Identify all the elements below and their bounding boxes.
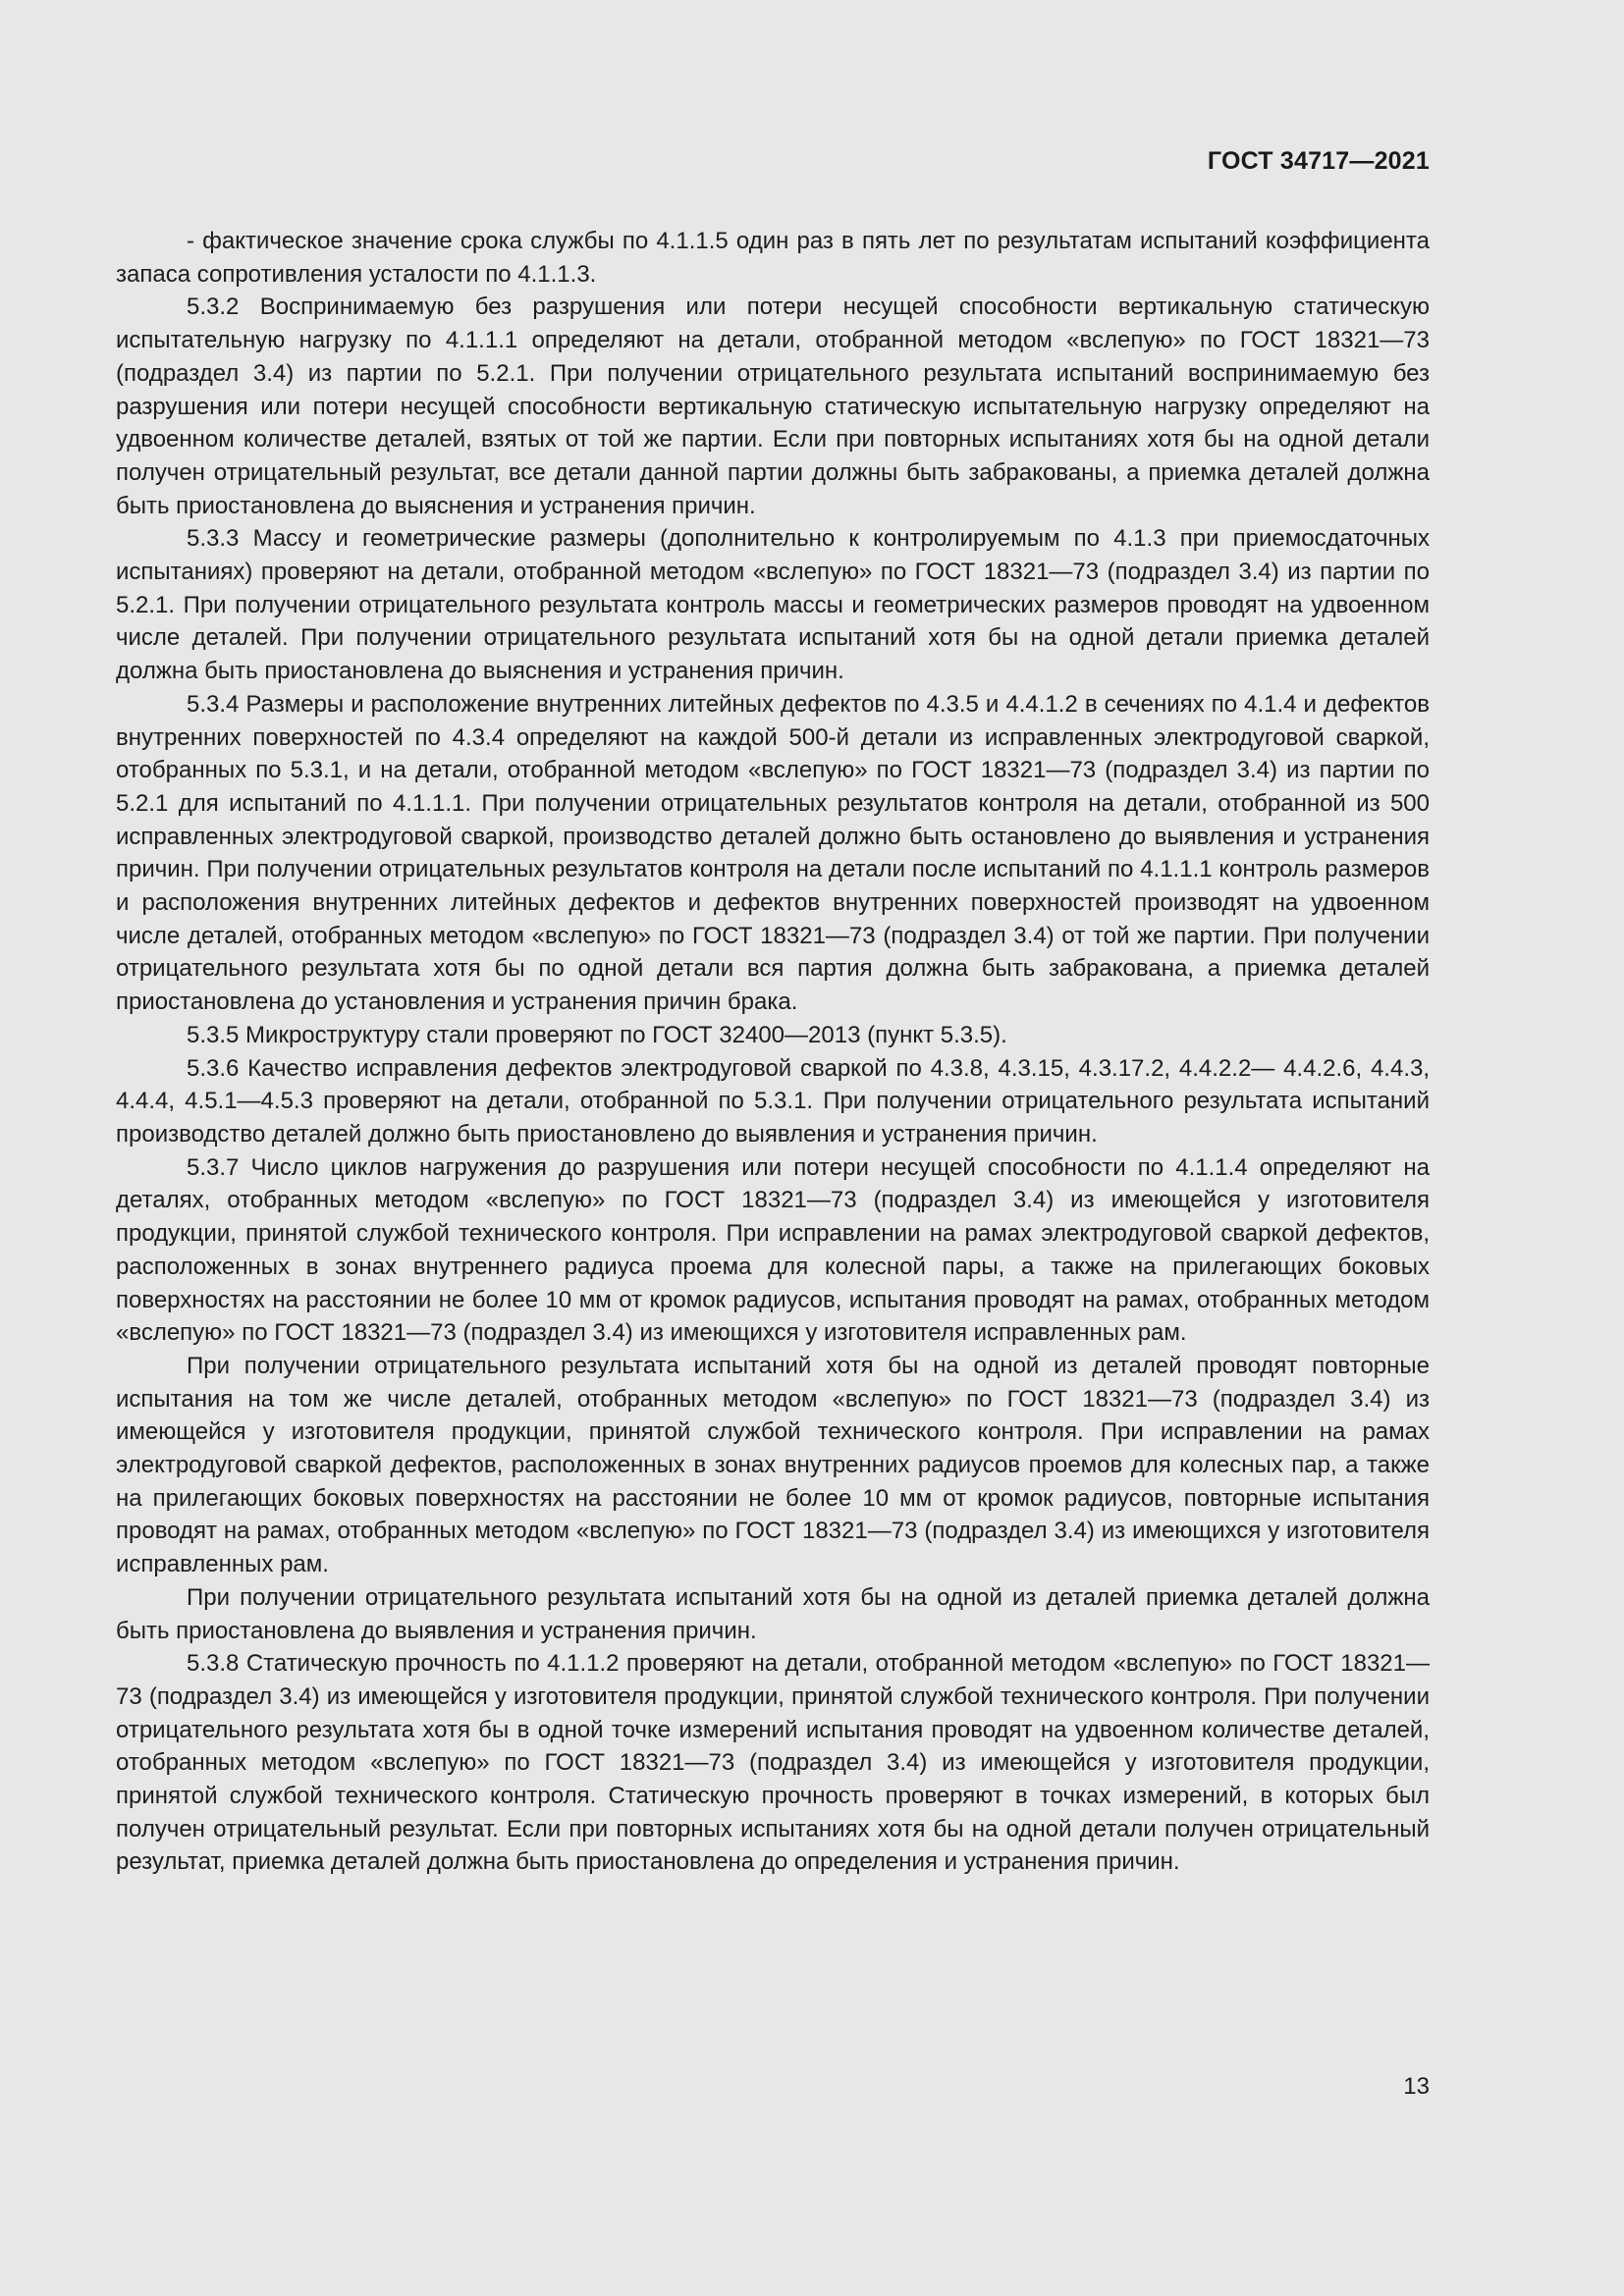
paragraph-5-3-3: 5.3.3 Массу и геометрические размеры (дополнительно к контролируемым по 4.1.3 при приемосдаточных испытаниях) проверяют на детали, отобранной методом «вслепую» по ГОСТ 18321—73 (подраздел 3.4) из партии по 5.2.1. При получении отрицательного результата контроль массы и геометрических размеров проводят на удвоенном числе деталей. При получении отрицательного результата испытаний хотя бы на одной детали приемка деталей должна быть приостановлена до выяснения и устранения причин. <box>116 525 1430 685</box>
paragraph-5-3-8: 5.3.8 Статическую прочность по 4.1.1.2 проверяют на детали, отобранной методом «вслепую» по ГОСТ 18321—73 (подраздел 3.4) из имеющейся у изготовителя продукции, принятой службой технического контроля. При получении отрицательного результата хотя бы в одной точке измерений испытания проводят на удвоенном количестве деталей, отобранных методом «вслепую» по ГОСТ 18321—73 (подраздел 3.4) из имеющейся у изготовителя продукции, принятой службой технического контроля. Статическую прочность проверяют в точках измерений, в которых был получен отрицательный результат. Если при повторных испытаниях хотя бы на одной детали получен отрицательный результат, приемка деталей должна быть приостановлена до определения и устранения причин. <box>116 1650 1430 1876</box>
document-body <box>116 225 1430 1879</box>
paragraph-service-life: - фактическое значение срока службы по 4.1.1.5 один раз в пять лет по результатам испытаний коэффициента запаса сопротивления усталости по 4.1.1.3. <box>116 228 1430 288</box>
paragraph-5-3-5: 5.3.5 Микроструктуру стали проверяют по ГОСТ 32400—2013 (пункт 5.3.5). <box>187 1021 1007 1048</box>
document-standard-id: ГОСТ 34717—2021 <box>1207 147 1430 175</box>
paragraph-5-3-6: 5.3.6 Качество исправления дефектов электродуговой сваркой по 4.3.8, 4.3.15, 4.3.17.2, 4.4.2.2— 4.4.2.6, 4.4.3, 4.4.4, 4.5.1—4.5.3 проверяют на детали, отобранной по 5.3.1. При получении отрицательного результата испытаний производство деталей должно быть приостановлено до выявления и устранения причин. <box>116 1054 1430 1148</box>
page-number: 13 <box>1403 2073 1430 2100</box>
paragraph-5-3-4: 5.3.4 Размеры и расположение внутренних литейных дефектов по 4.3.5 и 4.4.1.2 в сечениях по 4.1.4 и дефектов внутренних поверхностей по 4.3.4 определяют на каждой 500-й детали из исправленных электродуговой сваркой, отобранных по 5.3.1, и на детали, отобранной методом «вслепую» по ГОСТ 18321—73 (подраздел 3.4) из партии по 5.2.1 для испытаний по 4.1.1.1. При получении отрицательных результатов контроля на детали, отобранной из 500 исправленных электродуговой сваркой, производство деталей должно быть остановлено до выявления и устранения причин. При получении отрицательных результатов контроля на детали после испытаний по 4.1.1.1 контроль размеров и расположения внутренних литейных дефектов и дефектов внутренних поверхностей производят на удвоенном числе деталей, отобранных методом «вслепую» по ГОСТ 18321—73 (подраздел 3.4) от той же партии. При получении отрицательного результата хотя бы по одной детали вся партия должна быть забракована, а приемка деталей приостановлена до установления и устранения причин брака. <box>116 690 1430 1016</box>
paragraph-5-3-2: 5.3.2 Воспринимаемую без разрушения или потери несущей способности вертикальную статическую испытательную нагрузку по 4.1.1.1 определяют на детали, отобранной методом «вслепую» по ГОСТ 18321—73 (подраздел 3.4) из партии по 5.2.1. При получении отрицательного результата испытаний воспринимаемую без разрушения или потери несущей способности вертикальную статическую испытательную нагрузку определяют на удвоенном количестве деталей, взятых от той же партии. Если при повторных испытаниях хотя бы на одной детали получен отрицательный результат, все детали данной партии должны быть забракованы, а приемка деталей должна быть приостановлена до выяснения и устранения причин. <box>116 294 1430 519</box>
paragraph-5-3-7: 5.3.7 Число циклов нагружения до разрушения или потери несущей способности по 4.1.1.4 определяют на деталях, отобранных методом «вслепую» по ГОСТ 18321—73 (подраздел 3.4) из имеющейся у изготовителя продукции, принятой службой технического контроля. При исправлении на рамах электродуговой сваркой дефектов, расположенных в зонах внутреннего радиуса проема для колесной пары, а также на прилегающих боковых поверхностях на расстоянии не более 10 мм от кромок радиусов, испытания проводят на рамах, отобранных методом «вслепую» по ГОСТ 18321—73 (подраздел 3.4) из имеющихся у изготовителя исправленных рам. <box>116 1153 1430 1347</box>
paragraph-5-3-7-repeat-tests: При получении отрицательного результата испытаний хотя бы на одной из деталей проводят повторные испытания на том же числе деталей, отобранных методом «вслепую» по ГОСТ 18321—73 (подраздел 3.4) из имеющейся у изготовителя продукции, принятой службой технического контроля. При исправлении на рамах электродуговой сваркой дефектов, расположенных в зонах внутренних радиусов проемов для колесных пар, а также на прилегающих боковых поверхностях на расстоянии не более 10 мм от кромок радиусов, повторные испытания проводят на рамах, отобранных методом «вслепую» по ГОСТ 18321—73 (подраздел 3.4) из имеющихся у изготовителя исправленных рам. <box>116 1352 1430 1578</box>
paragraph-5-3-7-acceptance: При получении отрицательного результата испытаний хотя бы на одной из деталей приемка деталей должна быть приостановлена до выявления и устранения причин. <box>116 1583 1430 1644</box>
